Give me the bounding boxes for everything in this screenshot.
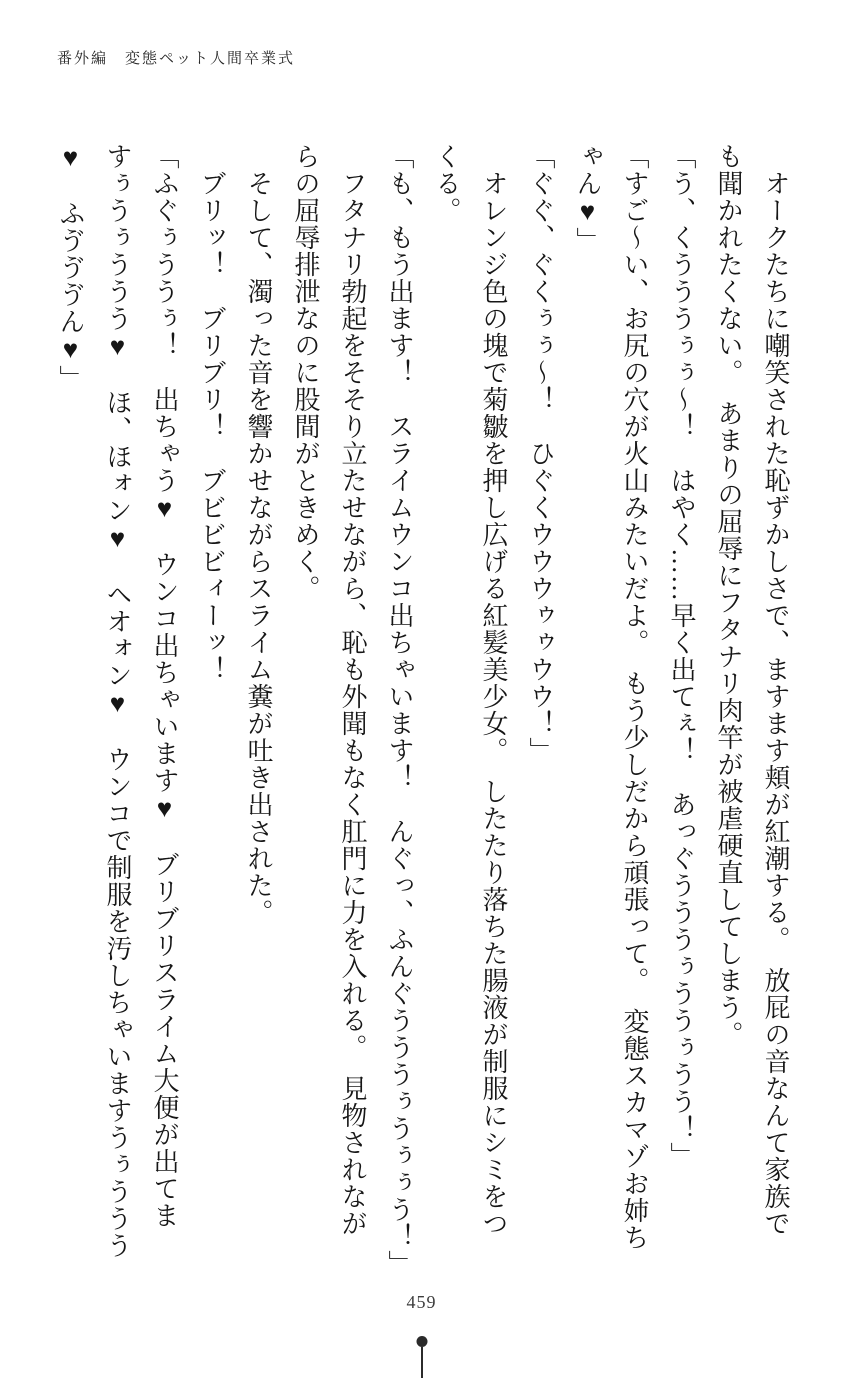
text-line: ♥ ふゔゔゔん♥」 [56, 143, 85, 392]
text-line: フタナリ勃起をそそり立たせながら、恥も外聞もなく肛門に力を入れる。 見物されなが [338, 170, 367, 1237]
text-line: そして、濁った音を響かせながらスライム糞が吐き出された。 [244, 170, 273, 926]
text-line: 「ふぐぅううぅ！ 出ちゃう♥ ウンコ出ちゃいます♥ ブリブリスライム大便が出てま [150, 143, 179, 1229]
running-header: 番外編 変態ペット人間卒業式 [57, 51, 296, 67]
page-number: 459 [406, 1292, 437, 1312]
text-line: 「う、くうううぅぅ～！ はやく……早く出てぇ！ あっぐうううぅううぅうう！」 [667, 143, 696, 1169]
text-line: オレンジ色の塊で菊皺を押し広げる紅髪美少女。 したたり落ちた腸液が制服にシミをつ [479, 170, 508, 1237]
text-line: ゃん♥」 [573, 143, 602, 254]
text-line: オークたちに嘲笑された恥ずかしさで、ますます頬が紅潮する。 放屁の音なんて家族で [761, 170, 790, 1237]
text-line: 「ぐぐ、ぐくぅぅ～！ ひぐくウウウゥゥウウ！」 [526, 143, 555, 764]
text-line: くる。 [432, 143, 461, 224]
text-line: 「も、もう出ます！ スライムウンコ出ちゃいます！ んぐっ、ふんぐうううぅうぅぅう！」 [385, 143, 414, 1277]
footer-line-ornament [421, 1347, 423, 1378]
text-line: すぅうぅううう♥ ほ、ほォン♥ ヘオォン♥ ウンコで制服を汚しちゃいますうぅううう [103, 143, 132, 1259]
text-line: も聞かれたくない。 あまりの屈辱にフタナリ肉竿が被虐硬直してしまう。 [714, 143, 743, 1048]
text-line: らの屈辱排泄なのに股間がときめく。 [291, 143, 320, 602]
text-line: ブリッ！ ブリブリ！ ブビビビィーッ！ [197, 170, 226, 683]
page-text [47, 143, 799, 1283]
footer-dot-ornament [416, 1336, 427, 1347]
text-line: 「すご～い、お尻の穴が火山みたいだよ。 もう少しだから頑張って。 変態スカマゾお姉ち [620, 143, 649, 1251]
